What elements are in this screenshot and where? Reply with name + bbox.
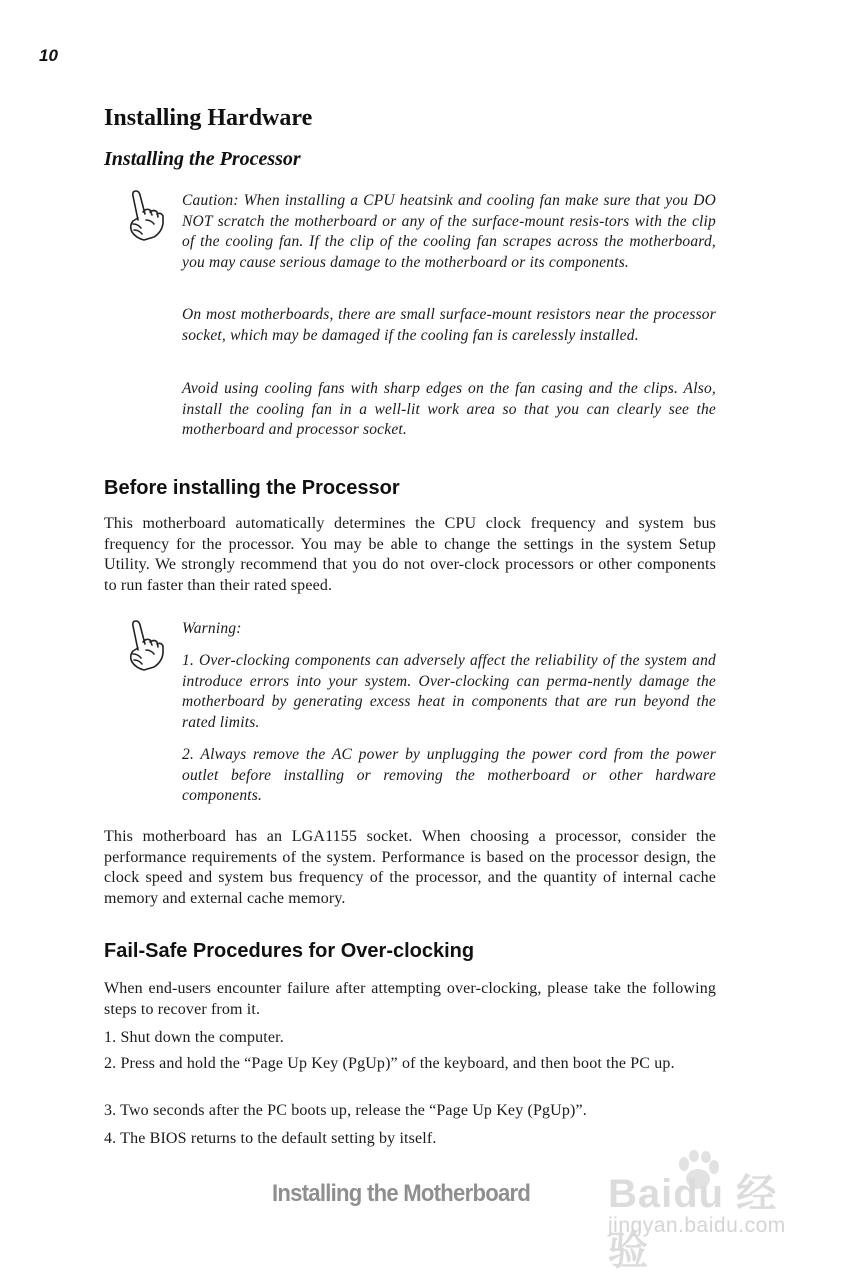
failsafe-heading: Fail-Safe Procedures for Over-clocking [104,940,475,962]
before-installing-body: This motherboard automatically determines the CPU clock frequency and system bus frequency for the processor. You may be able to change the settings in the system Setup Utility. We strongly recommend that you do not over-clock processors or other components to run faster than their rated speed. [104,515,716,595]
pointing-hand-icon [124,620,168,672]
pointing-hand-icon [124,190,168,242]
baidu-url: jingyan.baidu.com [608,1214,786,1237]
failsafe-step: 1. Shut down the computer. [104,1029,284,1046]
warning-label: Warning: [182,620,242,637]
baidu-watermark [604,1150,804,1273]
footer-chapter-title: Installing the Motherboard [272,1180,531,1207]
page-title: Installing Hardware [104,105,313,131]
failsafe-intro: When end-users encounter failure after attempting over-clocking, please take the following steps to recover from it. [104,980,716,1018]
before-installing-heading: Before installing the Processor [104,477,400,499]
caution-paragraph-2: On most motherboards, there are small surface-mount resistors near the processor socket, which may be damaged if the cooling fan is carelessly installed. [182,306,716,344]
caution-paragraph-3: Avoid using cooling fans with sharp edges on the fan casing and the clips. Also, install the cooling fan in a well-lit work area so that you can clearly see the motherboard and processor socket. [182,380,716,439]
failsafe-step: 4. The BIOS returns to the default setting by itself. [104,1130,437,1147]
page-number: 10 [39,46,58,65]
baidu-logo-text: Baidu 经验 [608,1172,778,1273]
section-subtitle: Installing the Processor [104,148,301,170]
caution-paragraph-1: Caution: When installing a CPU heatsink and cooling fan make sure that you DO NOT scratch the motherboard or any of the surface-mount resis-tors with the clip of the cooling fan. If the clip of the cooling fan scrapes across the motherboard, you may cause serious damage to the motherboard or its components. [182,192,716,271]
failsafe-step: 3. Two seconds after the PC boots up, release the “Page Up Key (PgUp)”. [104,1102,587,1119]
socket-paragraph: This motherboard has an LGA1155 socket. When choosing a processor, consider the performance requirements of the system. Performance is based on the processor design, the clock speed and system bus frequency of the processor, and the quantity of internal cache memory and external cache memory. [104,828,716,908]
warning-paragraph-1: 1. Over-clocking components can adversely affect the reliability of the system and introduce errors into your system. Over-clocking can perma-nently damage the motherboard by generating excess heat in components that are run beyond the rated limits. [182,652,716,731]
warning-paragraph-2: 2. Always remove the AC power by unplugging the power cord from the power outlet before installing or removing the motherboard or other hardware components. [182,746,716,805]
failsafe-step: 2. Press and hold the “Page Up Key (PgUp)” of the keyboard, and then boot the PC up. [104,1055,675,1072]
